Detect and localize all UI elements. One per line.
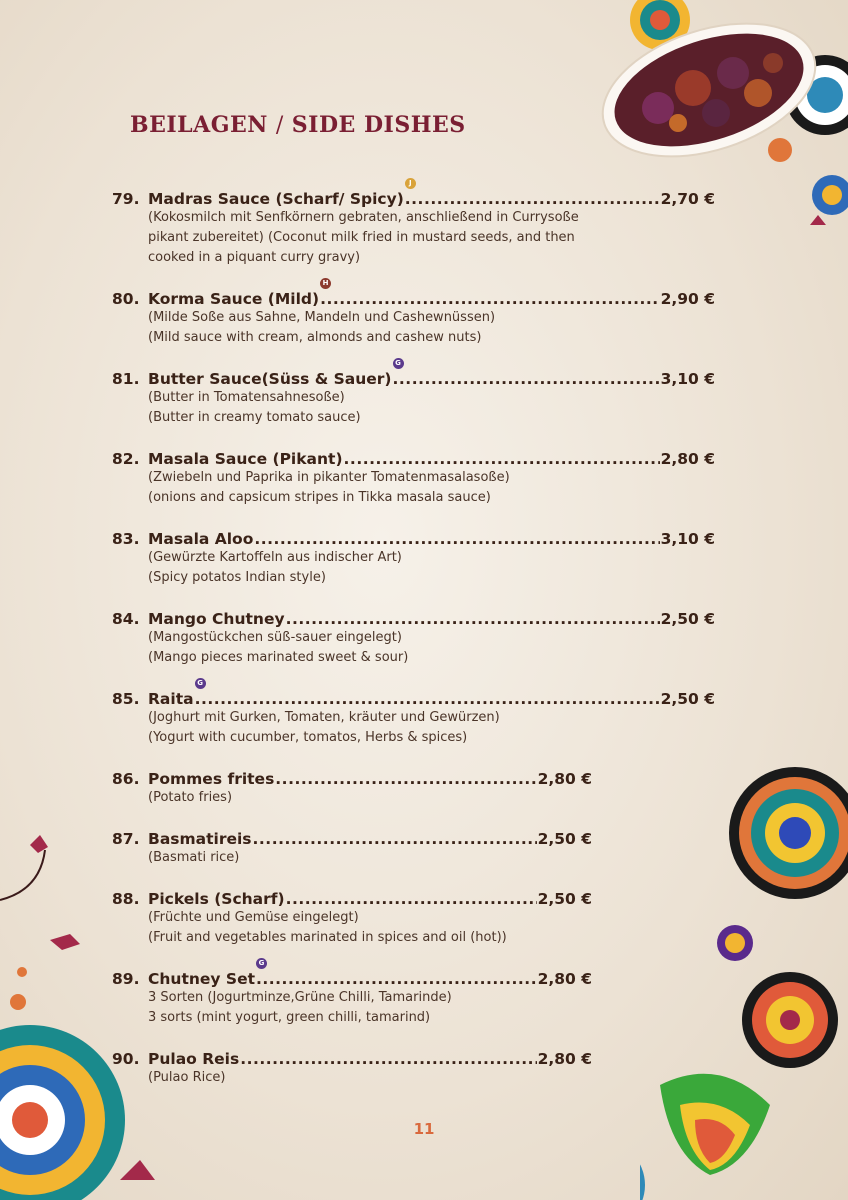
item-price: 2,70 €	[660, 190, 715, 208]
allergen-badge-icon: H	[320, 278, 331, 289]
item-price: 2,80 €	[537, 770, 592, 788]
item-description: (Früchte und Gemüse eingelegt) (Fruit and vegetables marinated in spices and oil (hot))	[148, 910, 507, 945]
dot-leader	[320, 290, 659, 308]
item-number: 83.	[112, 530, 140, 548]
item-line	[148, 359, 715, 388]
allergen-badge-icon: G	[195, 678, 206, 689]
item-number: 89.	[112, 970, 140, 988]
allergen-badge-icon: G	[256, 958, 267, 969]
dot-leader	[195, 690, 660, 708]
item-price: 2,50 €	[537, 890, 592, 908]
food-photo	[598, 18, 820, 163]
menu-item-header	[112, 450, 732, 468]
item-name-text: Pulao Reis	[148, 1050, 240, 1068]
item-name	[148, 959, 265, 988]
item-name	[148, 530, 253, 548]
menu-list	[112, 179, 732, 1110]
item-name-text: Korma Sauce (Mild)	[148, 290, 320, 308]
item-number: 85.	[112, 690, 140, 708]
item-name	[148, 770, 274, 788]
menu-item	[112, 610, 732, 690]
item-name	[148, 1050, 239, 1068]
item-description: (Mangostückchen süß-sauer eingelegt) (Mango pieces marinated sweet & sour)	[148, 630, 409, 665]
menu-item	[112, 770, 732, 830]
item-price: 2,50 €	[660, 690, 715, 708]
menu-item	[112, 359, 732, 450]
item-number: 79.	[112, 190, 140, 208]
dot-leader	[240, 1050, 536, 1068]
allergen-badge-icon: J	[405, 178, 416, 189]
menu-item	[112, 890, 732, 970]
title-english: SIDE DISHES	[291, 112, 466, 138]
item-name-text: Basmatireis	[148, 830, 252, 848]
item-description: (Zwiebeln und Paprika in pikanter Tomatenmasalasoße) (onions and capsicum stripes in Tikka masala sauce)	[148, 470, 510, 505]
item-price: 2,80 €	[537, 1050, 592, 1068]
item-price: 2,80 €	[537, 970, 592, 988]
item-line	[148, 890, 592, 908]
dot-leader	[286, 890, 537, 908]
item-price: 2,50 €	[537, 830, 592, 848]
dot-leader	[253, 830, 537, 848]
item-name-text: Mango Chutney	[148, 610, 285, 628]
dot-leader	[254, 530, 659, 548]
item-line	[148, 279, 715, 308]
title-separator: /	[275, 113, 284, 138]
item-description: (Butter in Tomatensahnesoße) (Butter in creamy tomato sauce)	[148, 390, 361, 425]
item-name-text: Masala Sauce (Pikant)	[148, 450, 343, 468]
menu-item-header	[112, 359, 732, 388]
item-name-text: Pommes frites	[148, 770, 275, 788]
menu-item-header	[112, 279, 732, 308]
dot-leader	[275, 770, 536, 788]
item-name-text: Pickels (Scharf)	[148, 890, 285, 908]
menu-item	[112, 450, 732, 530]
item-description: 3 Sorten (Jogurtminze,Grüne Chilli, Tamarinde) 3 sorts (mint yogurt, green chilli, tamarind)	[148, 990, 452, 1025]
item-number: 90.	[112, 1050, 140, 1068]
item-name	[148, 679, 203, 708]
item-name-text: Madras Sauce (Scharf/ Spicy)	[148, 190, 404, 208]
menu-item	[112, 830, 732, 890]
menu-item	[112, 530, 732, 610]
item-name	[148, 610, 285, 628]
item-description: (Joghurt mit Gurken, Tomaten, kräuter und Gewürzen) (Yogurt with cucumber, tomatos, Herbs & spices)	[148, 710, 500, 745]
item-name	[148, 179, 412, 208]
item-line	[148, 179, 715, 208]
menu-item-header	[112, 959, 732, 988]
item-name-text: Butter Sauce(Süss & Sauer)	[148, 370, 392, 388]
item-description: (Kokosmilch mit Senfkörnern gebraten, anschließend in Currysoße pikant zubereitet) (Coconut milk fried in mustard seeds, and then cooked in a piquant curry gravy)	[148, 210, 579, 265]
menu-item-header	[112, 530, 732, 548]
item-name	[148, 830, 252, 848]
item-line	[148, 959, 592, 988]
item-name-text: Raita	[148, 690, 194, 708]
item-price: 3,10 €	[660, 370, 715, 388]
menu-item-header	[112, 610, 732, 628]
menu-item-header	[112, 679, 732, 708]
item-line	[148, 610, 715, 628]
item-name-text: Chutney Set	[148, 970, 255, 988]
menu-item	[112, 1050, 732, 1110]
item-line	[148, 830, 592, 848]
item-price: 2,80 €	[660, 450, 715, 468]
item-name	[148, 890, 285, 908]
item-line	[148, 770, 592, 788]
item-name	[148, 359, 401, 388]
menu-item-header	[112, 1050, 732, 1068]
menu-item	[112, 279, 732, 370]
menu-item-header	[112, 830, 732, 848]
item-name-text: Masala Aloo	[148, 530, 254, 548]
item-line	[148, 679, 715, 708]
menu-item-header	[112, 890, 732, 908]
item-line	[148, 1050, 592, 1068]
allergen-badge-icon: G	[393, 358, 404, 369]
item-number: 80.	[112, 290, 140, 308]
title-german: BEILAGEN	[130, 112, 268, 138]
dot-leader	[286, 610, 660, 628]
dot-leader	[344, 450, 660, 468]
item-number: 88.	[112, 890, 140, 908]
page-number: 11	[413, 1120, 435, 1138]
dot-leader	[393, 370, 660, 388]
item-description: (Gewürzte Kartoffeln aus indischer Art) (Spicy potatos Indian style)	[148, 550, 402, 585]
dot-leader	[256, 970, 537, 988]
item-number: 86.	[112, 770, 140, 788]
item-description: (Milde Soße aus Sahne, Mandeln und Cashewnüssen) (Mild sauce with cream, almonds and cashew nuts)	[148, 310, 496, 345]
menu-item-header	[112, 179, 732, 208]
item-name	[148, 450, 343, 468]
item-price: 3,10 €	[660, 530, 715, 548]
menu-item	[112, 679, 732, 770]
item-number: 84.	[112, 610, 140, 628]
item-number: 82.	[112, 450, 140, 468]
item-price: 2,50 €	[660, 610, 715, 628]
page-title	[130, 112, 466, 138]
menu-item	[112, 959, 732, 1050]
item-line	[148, 450, 715, 468]
menu-item	[112, 179, 732, 290]
item-line	[148, 530, 715, 548]
item-description: (Basmati rice)	[148, 850, 240, 865]
item-name	[148, 279, 329, 308]
item-price: 2,90 €	[660, 290, 715, 308]
item-number: 81.	[112, 370, 140, 388]
menu-item-header	[112, 770, 732, 788]
item-number: 87.	[112, 830, 140, 848]
dot-leader	[405, 190, 660, 208]
item-description: (Potato fries)	[148, 790, 233, 805]
item-description: (Pulao Rice)	[148, 1070, 226, 1085]
